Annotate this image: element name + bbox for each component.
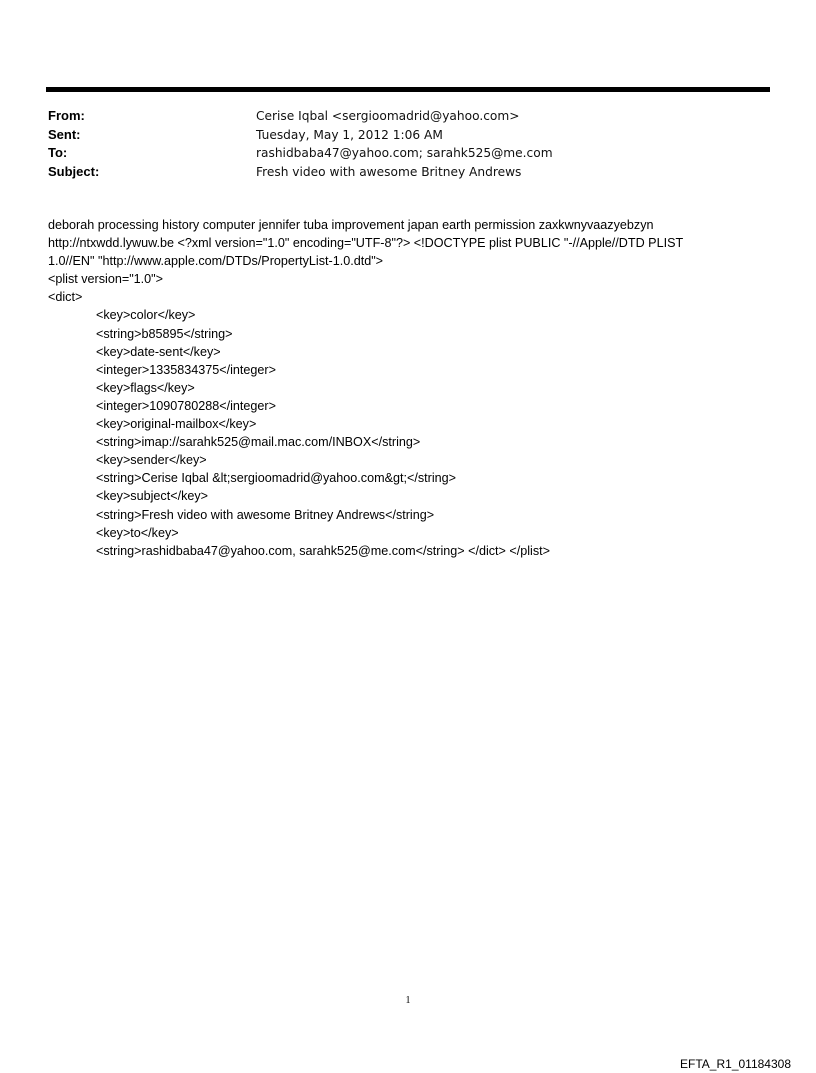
plist-line: <key>subject</key>	[96, 489, 209, 504]
plist-line: <string>Cerise Iqbal &lt;sergioomadrid@yahoo.com&gt;</string>	[96, 471, 456, 486]
subject-label: Subject:	[48, 163, 100, 179]
subject-row	[48, 163, 748, 182]
plist-line: <key>flags</key>	[96, 380, 195, 395]
to-row	[48, 144, 748, 163]
body-line: <dict>	[48, 290, 83, 305]
from-row	[48, 107, 748, 126]
page-number: 1	[405, 995, 411, 1006]
plist-line: <key>color</key>	[96, 308, 196, 323]
plist-line: <string>rashidbaba47@yahoo.com, sarahk525@me.com</string> </dict> </plist>	[96, 543, 551, 558]
body-line: 1.0//EN" "http://www.apple.com/DTDs/PropertyList-1.0.dtd">	[48, 254, 384, 269]
email-header	[48, 107, 748, 181]
plist-line: <integer>1335834375</integer>	[96, 362, 276, 377]
plist-line: <integer>1090780288</integer>	[96, 398, 276, 413]
from-label: From:	[48, 108, 85, 123]
to-value: rashidbaba47@yahoo.com; sarahk525@me.com	[256, 146, 553, 160]
to-label: To:	[48, 145, 68, 160]
plist-line: <key>to</key>	[96, 525, 179, 540]
body-line: http://ntxwdd.lywuw.be <?xml version="1.0" encoding="UTF-8"?> <!DOCTYPE plist PUBLIC "-//Apple//DTD PLIST	[48, 236, 684, 251]
sent-label: Sent:	[48, 126, 81, 142]
plist-line: <key>date-sent</key>	[96, 344, 221, 359]
email-body	[48, 216, 748, 560]
bates-number: EFTA_R1_01184308	[680, 1057, 791, 1071]
from-value: Cerise Iqbal <sergioomadrid@yahoo.com>	[256, 109, 520, 123]
plist-line: <key>original-mailbox</key>	[96, 417, 257, 432]
plist-line: <string>imap://sarahk525@mail.mac.com/INBOX</string>	[96, 435, 421, 450]
body-line: <plist version="1.0">	[48, 272, 164, 287]
plist-line: <string>Fresh video with awesome Britney Andrews</string>	[96, 507, 435, 522]
sent-value: Tuesday, May 1, 2012 1:06 AM	[256, 127, 443, 142]
subject-value: Fresh video with awesome Britney Andrews	[256, 164, 522, 179]
body-line: deborah processing history computer jennifer tuba improvement japan earth permission zaxkwnyvaazyebzyn	[48, 218, 654, 232]
plist-line: <string>b85895</string>	[96, 326, 233, 341]
header-divider	[46, 87, 770, 92]
sent-row	[48, 126, 748, 145]
plist-line: <key>sender</key>	[96, 453, 207, 468]
